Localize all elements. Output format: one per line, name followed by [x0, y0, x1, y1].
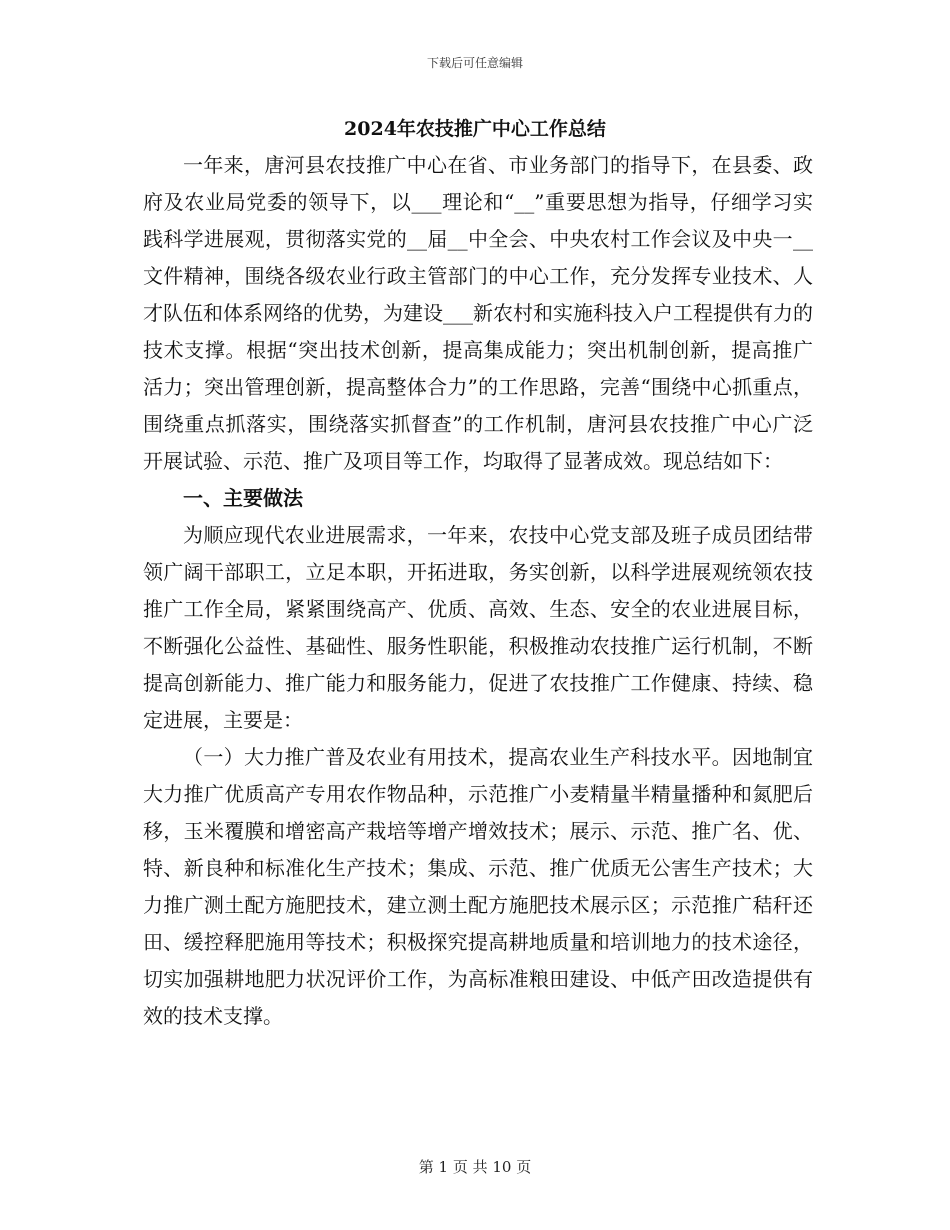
subsection-paragraph: （一）大力推广普及农业有用技术，提高农业生产科技水平。因地制宜大力推广优质高产专用农作物品种，示范推广小麦精量半精量播种和氮肥后移，玉米覆膜和增密高产栽培等增产增效技术；展示、示范、推广名、优、特、新良种和标准化生产技术；集成、示范、推广优质无公害生产技术；大力推广测土配方施肥技术，建立测土配方施肥技术展示区；示范推广秸秆还田、缓控释肥施用等技术；积极探究提高耕地质量和培训地力的技术途径，切实加强耕地肥力状况评价工作，为高标准粮田建设、中低产田改造提供有效的技术支撑。 [143, 745, 813, 1028]
header-note: 下载后可任意编辑 [426, 56, 523, 70]
document-body [143, 147, 813, 1035]
document-title: 2024年农技推广中心工作总结 [344, 118, 606, 140]
page-number-footer: 第 1 页 共 10 页 [418, 1158, 532, 1176]
section-heading: 一、主要做法 [183, 486, 303, 510]
intro-paragraph: 一年来，唐河县农技推广中心在省、市业务部门的指导下，在县委、政府及农业局党委的领导下，以___理论和“__”重要思想为指导，仔细学习实践科学进展观，贯彻落实党的__届__中全会、中央农村工作会议及中央一__文件精神，围绕各级农业行政主管部门的中心工作，充分发挥专业技术、人才队伍和体系网络的优势，为建设___新农村和实施科技入户工程提供有力的技术支撑。根据“突出技术创新，提高集成能力；突出机制创新，提高推广活力；突出管理创新，提高整体合力”的工作思路，完善“围绕中心抓重点，围绕重点抓落实，围绕落实抓督查”的工作机制，唐河县农技推广中心广泛开展试验、示范、推广及项目等工作，均取得了显著成效。现总结如下： [143, 153, 813, 473]
section-paragraph: 为顺应现代农业进展需求，一年来，农技中心党支部及班子成员团结带领广阔干部职工，立足本职，开拓进取，务实创新，以科学进展观统领农技推广工作全局，紧紧围绕高产、优质、高效、生态、安全的农业进展目标，不断强化公益性、基础性、服务性职能，积极推动农技推广运行机制，不断提高创新能力、推广能力和服务能力，促进了农技推广工作健康、持续、稳定进展，主要是： [143, 523, 813, 732]
